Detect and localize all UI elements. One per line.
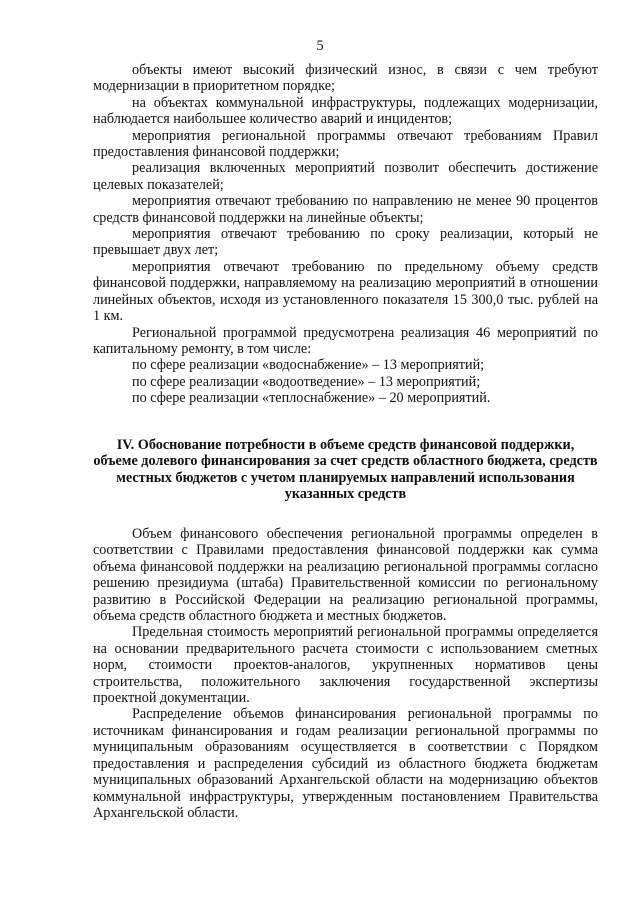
paragraph: Предельная стоимость мероприятий региональной программы определяется на основании предварительного расчета стоимости с использованием сметных норм, стоимости проектов-аналогов, укрупненных нормативов цены строительства, положительного заключения государственной экспертизы проектной документации. [93, 624, 598, 707]
body-text-top [93, 62, 598, 407]
paragraph: объекты имеют высокий физический износ, в связи с чем требуют модернизации в приоритетном порядке; [93, 62, 598, 95]
paragraph: мероприятия отвечают требованию по предельному объему средств финансовой поддержки, направляемому на реализацию мероприятий в отношении линейных объектов, исходя из установленного показателя 15 300,0 тыс. рублей на 1 км. [93, 258, 598, 325]
list-item: по сфере реализации «теплоснабжение» – 20 мероприятий. [132, 390, 491, 407]
page-number: 5 [316, 38, 324, 54]
paragraph: реализация включенных мероприятий позволит обеспечить достижение целевых показателей; [93, 160, 598, 193]
list-item: по сфере реализации «водоснабжение» – 13 мероприятий; [132, 357, 485, 374]
body-text-bottom [93, 526, 598, 821]
paragraph: Распределение объемов финансирования региональной программы по источникам финансирования и годам реализации региональной программы по муниципальным образованиям осуществляется в соответствии с Порядком предоставления и распределения субсидий из областного бюджета бюджетам муниципальных образований Архангельской области на модернизацию объектов коммунальной инфраструктуры, утвержденным постановлением Правительства Архангельской области. [93, 706, 598, 821]
paragraph: мероприятия отвечают требованию по направлению не менее 90 процентов средств финансовой поддержки на линейные объекты; [93, 193, 598, 226]
section-heading: IV. Обоснование потребности в объеме средств финансовой поддержки, объеме долевого финансирования за счет средств областного бюджета, средств местных бюджетов с учетом планируемых направлений использования указанных средств [93, 437, 598, 503]
paragraph: Региональной программой предусмотрена реализация 46 мероприятий по капитальному ремонту, в том числе: [93, 324, 598, 357]
paragraph: на объектах коммунальной инфраструктуры, подлежащих модернизации, наблюдается наибольшее количество аварий и инцидентов; [93, 94, 598, 128]
paragraph: Объем финансового обеспечения региональной программы определен в соответствии с Правилами предоставления финансовой поддержки как сумма объема финансовой поддержки на реализацию региональной программы согласно решению президиума (штаба) Правительственной комиссии по региональному развитию в Российской Федерации на реализацию региональной программы, объема средств областного бюджета и местных бюджетов. [93, 526, 598, 625]
paragraph: мероприятия отвечают требованию по сроку реализации, который не превышает двух лет; [93, 226, 598, 259]
paragraph: мероприятия региональной программы отвечают требованиям Правил предоставления финансовой поддержки; [93, 127, 598, 161]
list-item: по сфере реализации «водоотведение» – 13 мероприятий; [132, 373, 481, 390]
